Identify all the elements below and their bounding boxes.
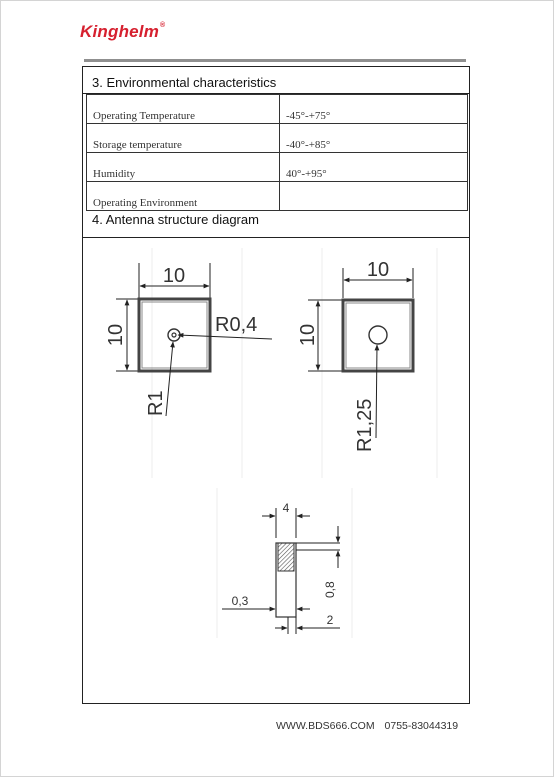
side-view bbox=[222, 501, 340, 634]
antenna-structure-diagram bbox=[82, 238, 470, 704]
table-row bbox=[87, 182, 468, 211]
footer-phone: 0755-83044319 bbox=[384, 720, 459, 732]
feed-pin-circle bbox=[369, 326, 387, 344]
feed-hole-circle bbox=[172, 333, 176, 337]
value-cell bbox=[280, 182, 468, 211]
table-row bbox=[87, 95, 468, 124]
environment-table bbox=[86, 94, 468, 211]
header-divider bbox=[84, 59, 466, 62]
left-view bbox=[105, 263, 272, 416]
environment-section-title: 3. Environmental characteristics bbox=[92, 75, 277, 90]
inner-outline bbox=[346, 303, 410, 368]
leader-line bbox=[376, 345, 377, 438]
height-label: 10 bbox=[297, 323, 319, 347]
pin-width-label: 0,8 bbox=[323, 581, 337, 598]
pin-radius-label: R1 bbox=[145, 390, 167, 416]
table-row bbox=[87, 153, 468, 182]
antenna-outline bbox=[139, 299, 210, 371]
param-cell: Storage temperature bbox=[87, 124, 280, 153]
footer-contact bbox=[276, 720, 458, 732]
param-cell: Operating Environment bbox=[87, 182, 280, 211]
leader-line bbox=[166, 342, 173, 416]
scan-artifacts bbox=[152, 248, 437, 638]
value-cell: 40°-+95° bbox=[280, 153, 468, 182]
table-row bbox=[87, 124, 468, 153]
value-cell: -45°-+75° bbox=[280, 95, 468, 124]
base-offset-label: 2 bbox=[326, 613, 334, 627]
antenna-outline bbox=[343, 300, 413, 371]
param-cell: Operating Temperature bbox=[87, 95, 280, 124]
footer-website: WWW.BDS666.COM bbox=[276, 720, 375, 732]
antenna-section-title: 4. Antenna structure diagram bbox=[92, 212, 259, 227]
brand-logo: Kinghelm® bbox=[80, 22, 166, 41]
width-label: 10 bbox=[366, 259, 390, 281]
pin-radius-label: R1,25 bbox=[354, 398, 376, 452]
height-label: 10 bbox=[105, 323, 127, 347]
hole-radius-label: R0,4 bbox=[215, 314, 258, 336]
width-label: 10 bbox=[162, 265, 186, 287]
pin-offset-label: 0,3 bbox=[231, 594, 249, 608]
thickness-label: 4 bbox=[282, 501, 290, 515]
value-cell: -40°-+85° bbox=[280, 124, 468, 153]
param-cell: Humidity bbox=[87, 153, 280, 182]
right-view bbox=[297, 259, 413, 452]
pin-section bbox=[278, 543, 294, 571]
